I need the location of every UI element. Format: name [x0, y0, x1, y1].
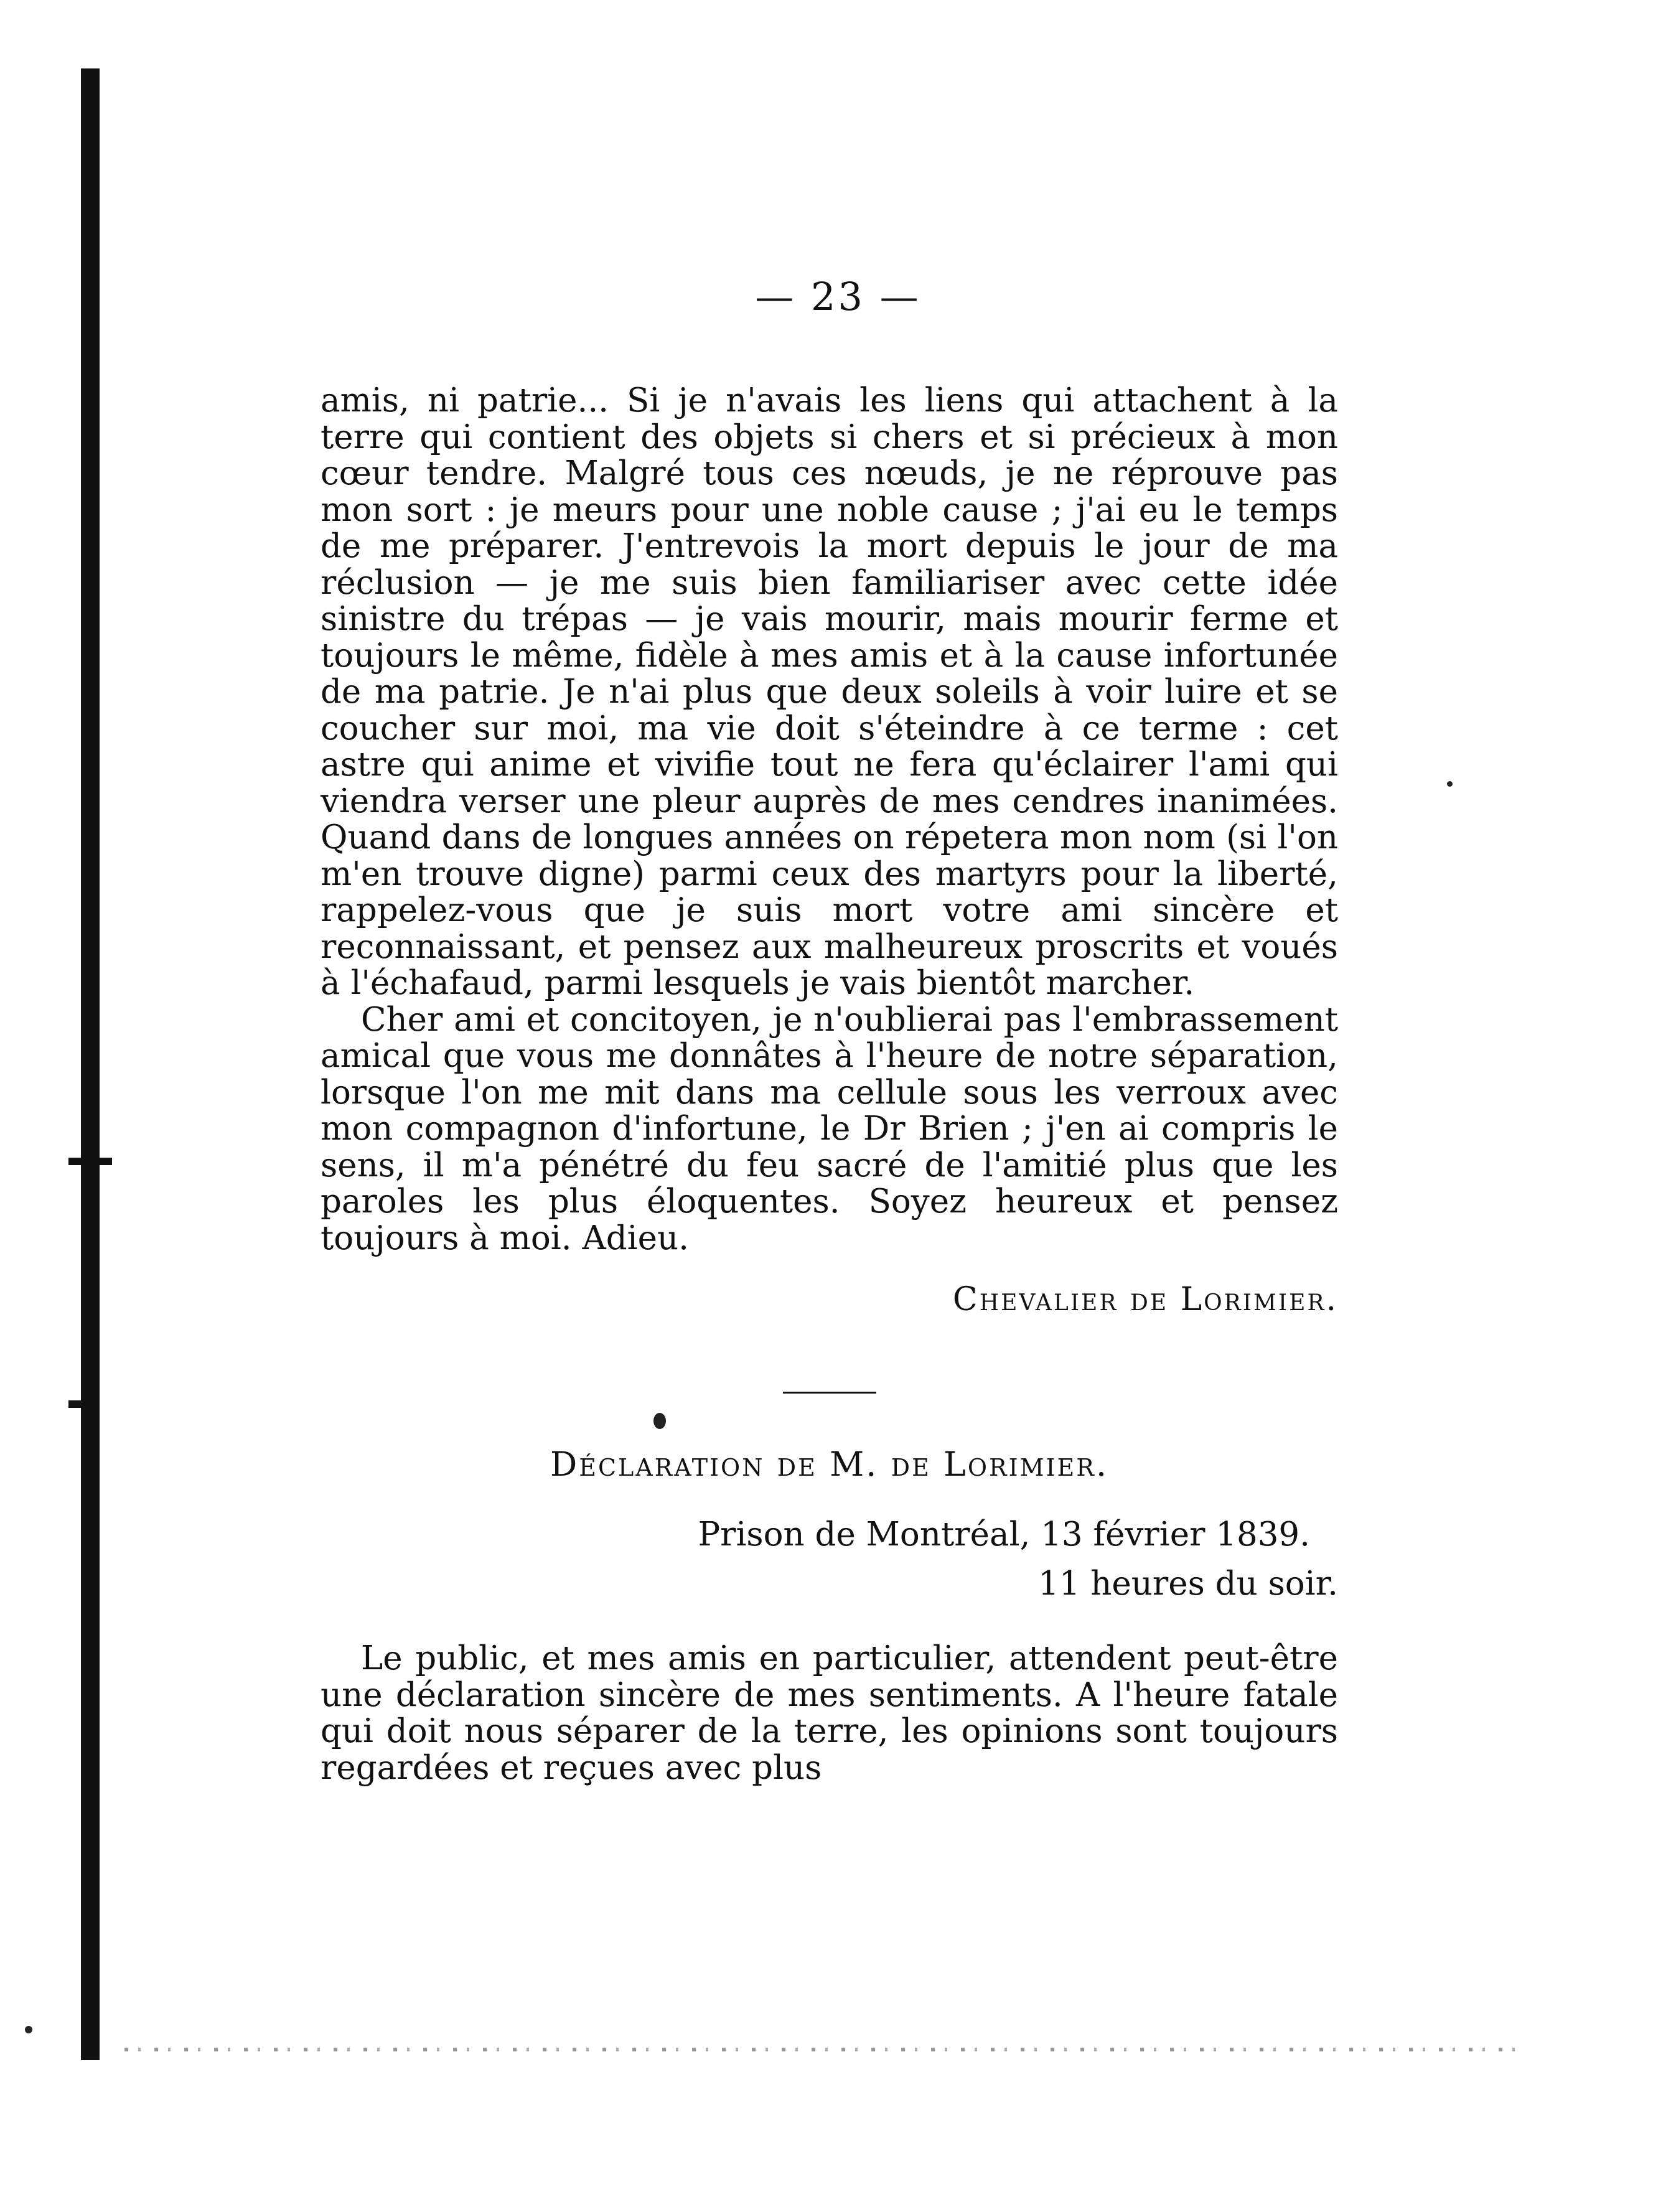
declaration-place-date: Prison de Montréal, 13 février 1839.	[698, 1516, 1310, 1554]
ink-speck	[25, 2026, 32, 2033]
ink-blot	[653, 1413, 666, 1429]
binding-mark	[68, 1400, 100, 1408]
declaration-title: Déclaration de M. de Lorimier.	[550, 1444, 1109, 1484]
binding-mark	[68, 1158, 112, 1165]
scan-noise	[124, 2048, 1525, 2051]
declaration-body: Le public, et mes amis en particulier, attendent peut-être une déclaration sincère de mes sentiments. A l'heure fatale qui doit nous séparer de la terre, les opinions sont toujours regardées et reçues avec plus	[321, 1639, 1338, 1787]
letter-paragraph-2: Cher ami et concitoyen, je n'oublierai pas l'embrassement amical que vous me donnâtes à l'heure de notre séparation, lorsque l'on me mit dans ma cellule sous les verroux avec mon compagnon d'infortune, le Dr Brien ; j'en ai compris le sens, il m'a pénétré du feu sacré de l'amitié plus que les paroles les plus éloquentes. Soyez heureux et pensez toujours à moi. Adieu.	[321, 1000, 1338, 1257]
text-block	[321, 383, 1338, 1786]
binding-edge	[81, 68, 100, 2060]
section-divider	[783, 1392, 876, 1394]
declaration-time: 11 heures du soir.	[1038, 1564, 1338, 1603]
ink-speck	[1447, 781, 1453, 787]
letter-signature: Chevalier de Lorimier.	[952, 1281, 1338, 1318]
letter-paragraph-1: amis, ni patrie... Si je n'avais les liens qui attachent à la terre qui contient des objets si chers et si précieux à mon cœur tendre. Malgré tous ces nœuds, je ne réprouve pas mon sort : je meurs pour une noble cause ; j'ai eu le temps de me préparer. J'entrevois la mort depuis le jour de ma réclusion — je me suis bien familiariser avec cette idée sinistre du trépas — je vais mourir, mais mourir ferme et toujours le même, fidèle à mes amis et à la cause infortunée de ma patrie. Je n'ai plus que deux soleils à voir luire et se coucher sur moi, ma vie doit s'éteindre à ce terme : cet astre qui anime et vivifie tout ne fera qu'éclairer l'ami qui viendra verser une pleur auprès de mes cendres inanimées. Quand dans de longues années on répetera mon nom (si l'on m'en trouve digne) parmi ceux des martyrs pour la liberté, rappelez-vous que je suis mort votre ami sincère et reconnaissant, et pensez aux malheureux proscrits et voués à l'échafaud, parmi lesquels je vais bientôt marcher.	[321, 382, 1338, 1002]
page-number: — 23 —	[755, 274, 921, 319]
